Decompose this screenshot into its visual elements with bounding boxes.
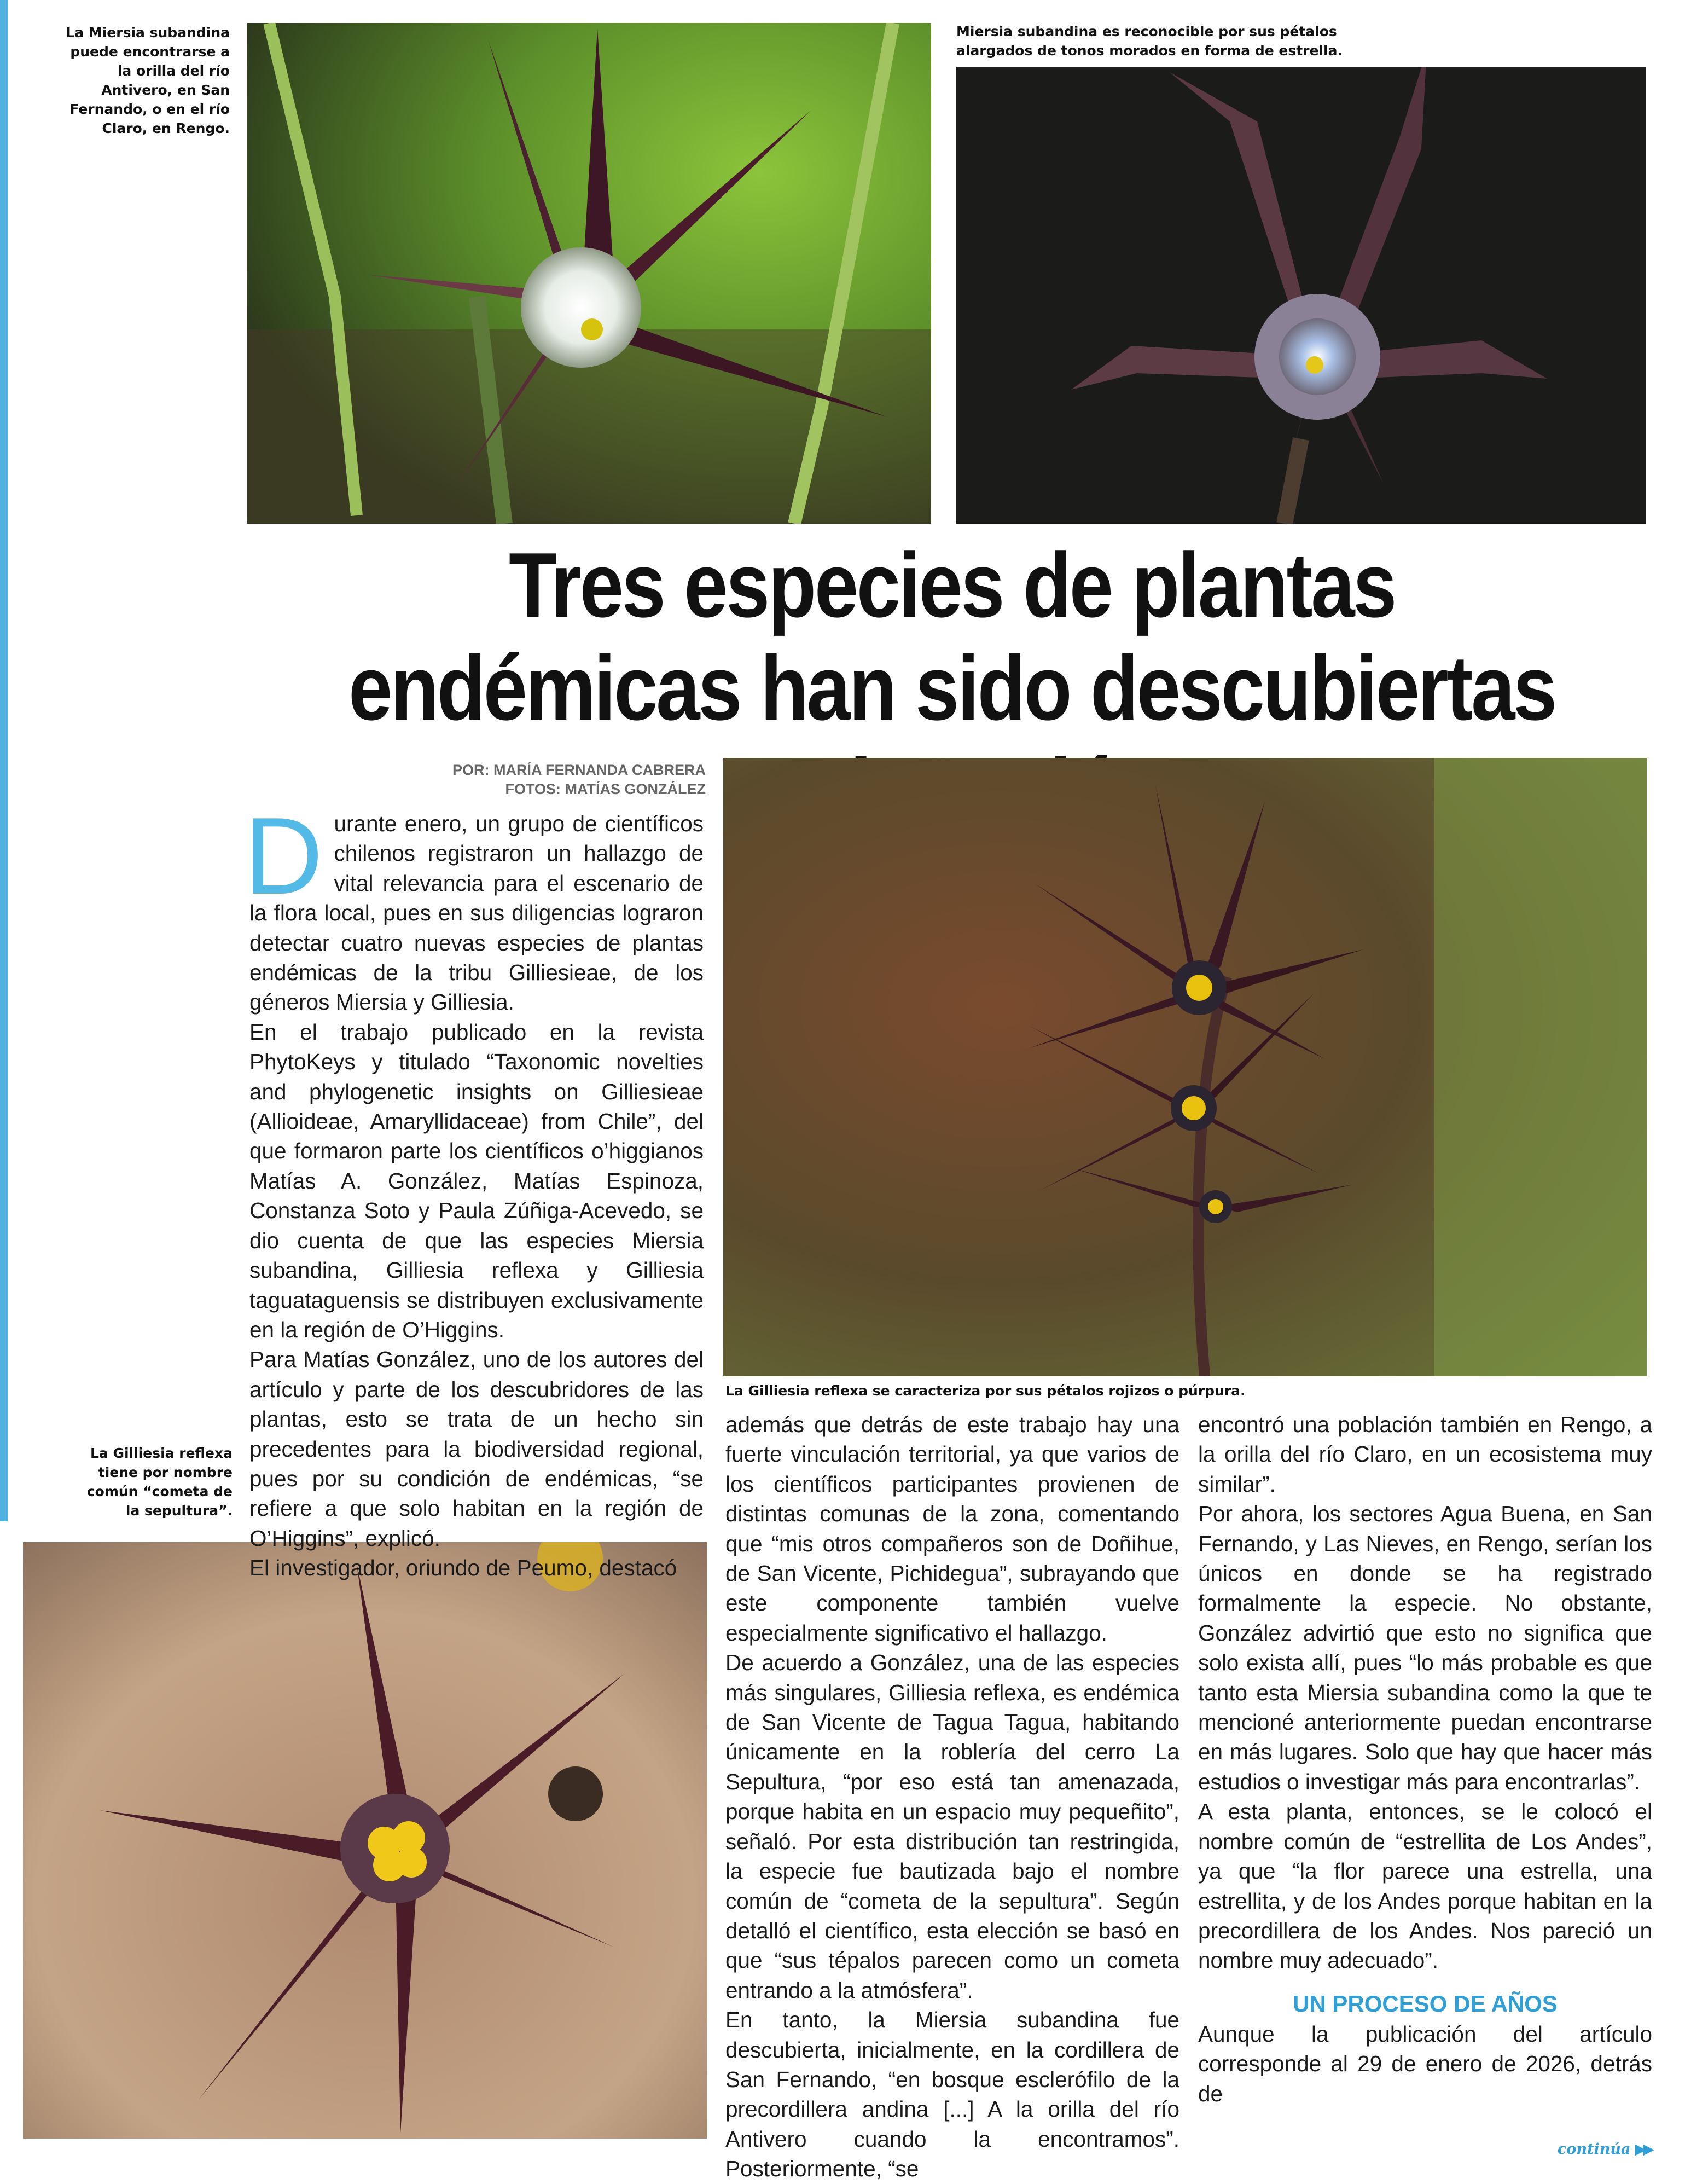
left-accent-bar [0, 0, 8, 1521]
paragraph: urante enero, un grupo de científicos chilenos registraron un hallazgo de vital relevancia para el escenario de la flora local, pues en sus diligencias lograron detectar cuatro nuevas especies de plantas endémicas de la tribu Gilliesieae, de los géneros Miersia y Gilliesia. [249, 811, 704, 1015]
byline-author: POR: MARÍA FERNANDA CABRERA [452, 762, 706, 778]
section-subheading: UN PROCESO DE AÑOS [1293, 1990, 1558, 2017]
photo-gilliesia-reflexa [723, 758, 1647, 1376]
paragraph: además que detrás de este trabajo hay una fuerte vinculación territorial, ya que varios de los científicos participantes provienen de distintas comunas de la zona, comentando que “mis otros compañeros son de Doñihue, de San Vicente, Pichidegua”, subrayando que este componente también vuelve especialmente significativo el hallazgo. [725, 1412, 1180, 1646]
article-column-2 [725, 1410, 1180, 2184]
headline: Tres especies de plantas endémicas han sido descubiertas [348, 534, 1555, 739]
double-arrow-right-icon: ▶▶ [1635, 2141, 1651, 2158]
paragraph: Para Matías González, uno de los autores del artículo y parte de los descubridores de las plantas, esto se trata de un hecho sin precedentes para la biodiversidad regional, pues por su condición de endémicas, “se refiere a que solo habitan en la región de O’Higgins”, explicó. [249, 1347, 704, 1551]
paragraph: Aunque la publicación del artículo corresponde al 29 de enero de 2026, detrás de [1198, 2021, 1652, 2106]
photo-miersia-green [247, 23, 931, 524]
photo-miersia-dark [956, 67, 1646, 524]
article-column-3 [1198, 1410, 1652, 2108]
byline-photos: FOTOS: MATÍAS GONZÁLEZ [505, 781, 706, 797]
continua-label: continúa [1557, 2141, 1631, 2158]
photo-gilliesia-closeup [23, 1542, 707, 2139]
paragraph: En el trabajo publicado en la revista PhytoKeys y titulado “Taxonomic novelties and phylogenetic insights on Gilliesieae (Allioideae, Amaryllidaceae) from Chile”, del que formaron parte los científicos o’higgianos Matías A. González, Matías Espinoza, Constanza Soto y Paula Zúñiga-Acevedo, se dio cuenta de que las especies Miersia subandina, Gilliesia reflexa y Gilliesia taguataguensis se distribuyen exclusivamente en la región de O’Higgins. [249, 1019, 704, 1342]
paragraph: Por ahora, los sectores Agua Buena, en San Fernando, y Las Nieves, en Rengo, serían los únicos en donde se ha registrado formalmente la especie. No obstante, González advirtió que esto no significa que solo exista allí, pues “lo más probable es que tanto esta Miersia subandina como la que te mencioné anteriormente puedan encontrarse en más lugares. Solo que hay que hacer más estudios o investigar más para encontrarlas”. [1198, 1501, 1652, 1794]
caption-top-right: Miersia subandina es reconocible por sus pétalos alargados de tonos morados en forma de estrella. [956, 24, 1343, 59]
drop-cap: D [244, 795, 323, 917]
article-column-1 [244, 795, 704, 1583]
paragraph: En tanto, la Miersia subandina fue descubierta, inicialmente, en la cordillera de San Fernando, “en bosque esclerófilo de la precordillera andina [...] A la orilla del río Antivero cuando la encontramos”. Posteriormente, “se [725, 2007, 1180, 2182]
continua-link[interactable] [1558, 2141, 1651, 2158]
paragraph: El investigador, oriundo de Peumo, destacó [249, 1555, 677, 1581]
paragraph: De acuerdo a González, una de las especies más singulares, Gilliesia reflexa, es endémica de San Vicente de Tagua Tagua, habitando únicamente en la roblería del cerro La Sepultura, “por eso está tan amenazada, porque habita en un espacio muy pequeñito”, señaló. Por esta distribución tan restringida, la especie fue bautizada bajo el nombre común de “cometa de la sepultura”. Según detalló el científico, esta elección se basó en que “sus tépalos parecen como un cometa entrando a la atmósfera”. [725, 1650, 1180, 2003]
caption-top-left: La Miersia subandina puede encontrarse a la orilla del río Antivero, en San Fernando, o en el río Claro, en Rengo. [66, 25, 230, 136]
paragraph: A esta planta, entonces, se le colocó el nombre común de “estrellita de Los Andes”, ya que “la flor parece una estrella, una estrellita, y de los Andes porque habitan en la precordillera de los Andes. Nos pareció un nombre muy adecuado”. [1198, 1799, 1652, 1973]
byline [383, 761, 706, 799]
caption-middle: La Gilliesia reflexa se caracteriza por sus pétalos rojizos o púrpura. [725, 1383, 1246, 1399]
paragraph: encontró una población también en Rengo, a la orilla del río Claro, en un ecosistema muy similar”. [1198, 1412, 1652, 1497]
caption-bottom-left: La Gilliesia reflexa tiene por nombre común “cometa de la sepultura”. [86, 1445, 233, 1519]
